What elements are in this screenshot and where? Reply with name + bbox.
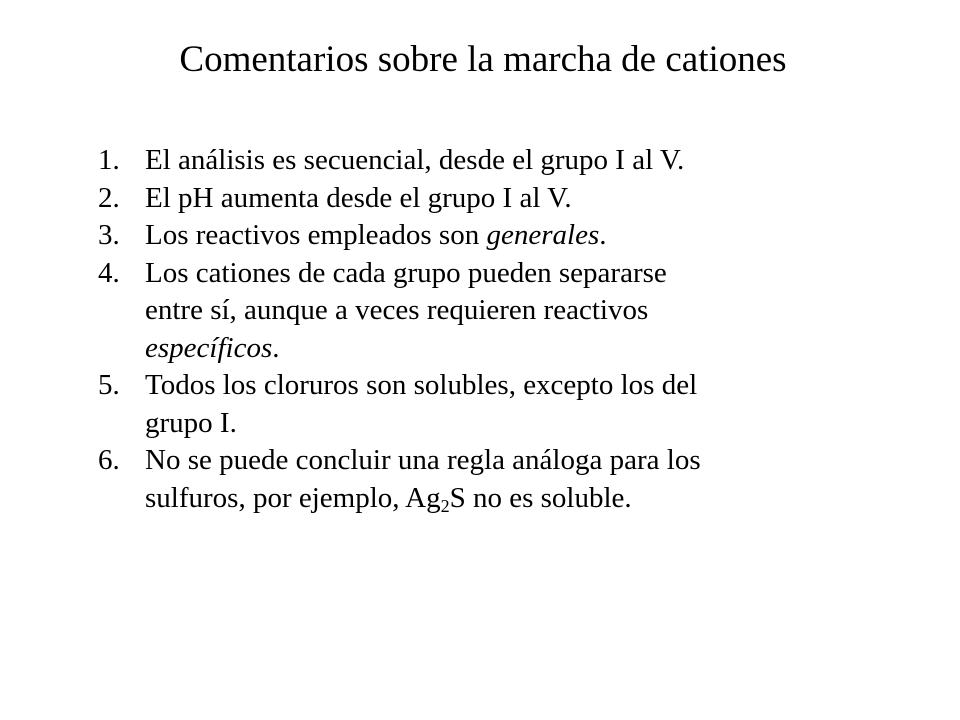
- list-item: [98, 217, 868, 255]
- list-item: [98, 367, 868, 442]
- item-text: .: [272, 331, 280, 364]
- item-line: Los cationes de cada grupo pueden separarse: [145, 256, 667, 289]
- item-number: 6.: [98, 444, 120, 476]
- item-number: 3.: [98, 219, 120, 251]
- emphasis-text: específicos: [145, 331, 273, 364]
- item-number: 2.: [98, 181, 120, 214]
- item-line: [145, 480, 868, 518]
- item-line: El pH aumenta desde el grupo I al V.: [145, 181, 572, 214]
- item-line: entre sí, aunque a veces requieren reactivos: [145, 294, 649, 326]
- item-line: grupo I.: [145, 406, 237, 439]
- item-line: El análisis es secuencial, desde el grupo I al V.: [145, 144, 685, 176]
- list-item: [98, 180, 868, 218]
- slide-title: Comentarios sobre la marcha de cationes: [179, 39, 787, 80]
- item-line: No se puede concluir una regla análoga para los: [145, 444, 701, 476]
- emphasis-text: generales: [486, 219, 600, 251]
- subscript-text: 2: [440, 495, 450, 516]
- numbered-list: [98, 142, 868, 517]
- item-text: Los reactivos empleados son: [145, 219, 487, 251]
- item-number: 1.: [98, 144, 120, 176]
- item-text: sulfuros, por ejemplo, Ag: [145, 481, 441, 514]
- item-text: .: [599, 219, 607, 251]
- item-line: Todos los cloruros son solubles, excepto los del: [145, 369, 698, 401]
- item-line: [145, 330, 868, 368]
- list-item: [98, 255, 868, 368]
- item-number: 4.: [98, 256, 120, 289]
- item-number: 5.: [98, 369, 120, 401]
- item-text: S no es soluble.: [449, 481, 632, 514]
- list-item: [98, 442, 868, 517]
- item-line: [145, 217, 868, 255]
- list-item: [98, 142, 868, 180]
